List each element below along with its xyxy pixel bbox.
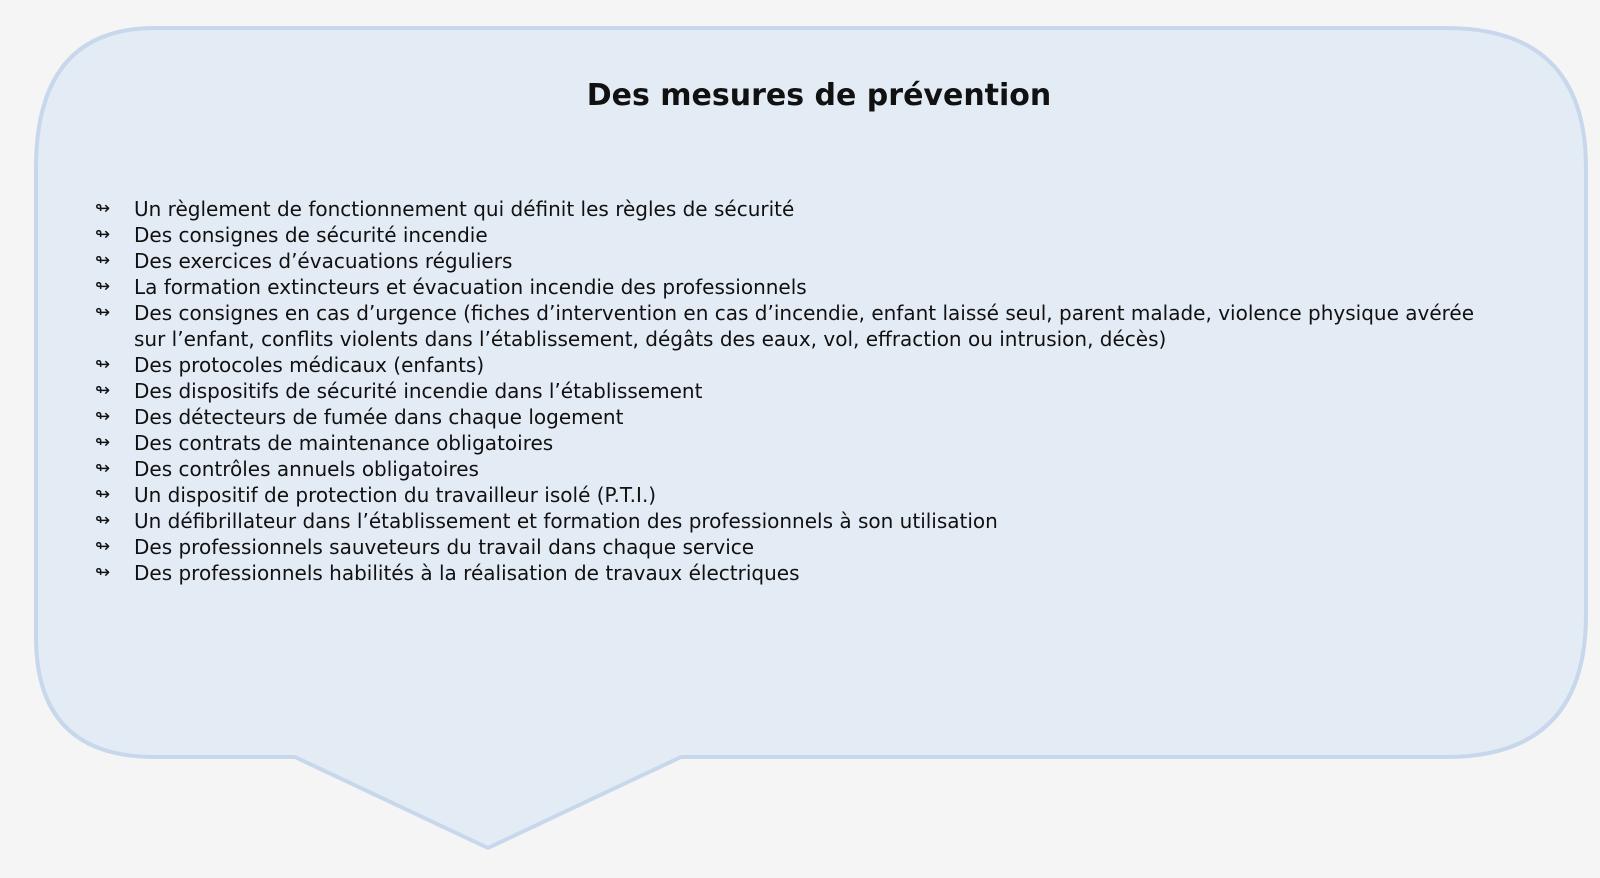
list-item xyxy=(95,482,1505,508)
arrow-right-icon: ↬ xyxy=(95,406,111,427)
list-item-text: Des protocoles médicaux (enfants) xyxy=(134,353,485,377)
list-item-text: Des contrôles annuels obligatoires xyxy=(134,457,479,481)
list-item xyxy=(95,456,1505,482)
list-item-text: Des dispositifs de sécurité incendie dans l’établissement xyxy=(134,379,703,403)
list-item-text: Des détecteurs de fumée dans chaque logement xyxy=(134,405,624,429)
list-item-text: Des professionnels habilités à la réalisation de travaux électriques xyxy=(134,561,800,585)
list-item-text: Des contrats de maintenance obligatoires xyxy=(134,431,554,455)
list-item xyxy=(95,508,1505,534)
arrow-right-icon: ↬ xyxy=(95,484,111,505)
list-item xyxy=(95,378,1505,404)
arrow-right-icon: ↬ xyxy=(95,302,111,323)
arrow-right-icon: ↬ xyxy=(95,276,111,297)
arrow-right-icon: ↬ xyxy=(95,380,111,401)
list-item xyxy=(95,248,1505,274)
list-item-text: Un règlement de fonctionnement qui définit les règles de sécurité xyxy=(134,197,795,221)
arrow-right-icon: ↬ xyxy=(95,354,111,375)
list-item xyxy=(95,560,1505,586)
arrow-right-icon: ↬ xyxy=(95,198,111,219)
list-item xyxy=(95,352,1505,378)
list-item xyxy=(95,222,1505,248)
arrow-right-icon: ↬ xyxy=(95,536,111,557)
list-item-text: Des consignes de sécurité incendie xyxy=(134,223,488,247)
list-item xyxy=(95,274,1505,300)
arrow-right-icon: ↬ xyxy=(95,432,111,453)
prevention-measures-list xyxy=(95,196,1505,586)
list-item xyxy=(95,196,1505,222)
arrow-right-icon: ↬ xyxy=(95,510,111,531)
list-item xyxy=(95,300,1505,352)
arrow-right-icon: ↬ xyxy=(95,562,111,583)
arrow-right-icon: ↬ xyxy=(95,224,111,245)
callout-title: Des mesures de prévention xyxy=(586,78,1052,113)
list-item-text: Un dispositif de protection du travailleur isolé (P.T.I.) xyxy=(134,483,657,507)
list-item-text: La formation extincteurs et évacuation incendie des professionnels xyxy=(134,275,807,299)
list-item-text: Des professionnels sauveteurs du travail dans chaque service xyxy=(134,535,755,559)
list-item-text: Des exercices d’évacuations réguliers xyxy=(134,249,513,273)
arrow-right-icon: ↬ xyxy=(95,458,111,479)
arrow-right-icon: ↬ xyxy=(95,250,111,271)
list-item xyxy=(95,534,1505,560)
list-item-text: Des consignes en cas d’urgence (fiches d’intervention en cas d’incendie, enfant laissé seul, parent malade, violence physique avérée sur l’enfant, conflits violents dans l’établissement, dégâts des eaux, vol, effraction ou intrusion, décès) xyxy=(134,301,1475,351)
list-item-text: Un défibrillateur dans l’établissement et formation des professionnels à son utilisation xyxy=(134,509,998,533)
list-item xyxy=(95,404,1505,430)
list-item xyxy=(95,430,1505,456)
